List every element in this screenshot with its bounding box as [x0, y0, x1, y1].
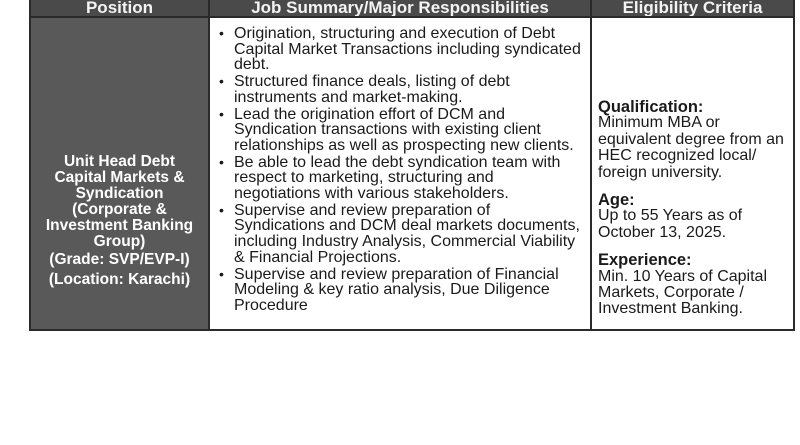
responsibilities-list	[218, 18, 584, 314]
position-title: Unit Head Debt Capital Markets & Syndication (Corporate & Investment Banking Group)	[45, 153, 194, 250]
bullet-icon: •	[219, 265, 224, 282]
responsibility-text: Supervise and review preparation of Syndications and DCM deal markets documents, including Industry Analysis, Commercial Viability & Financial Projections.	[234, 201, 580, 266]
responsibility-text: Origination, structuring and execution of Debt Capital Market Transactions including syndicated debt.	[234, 25, 581, 74]
age-label: Age:	[598, 191, 635, 210]
position-location: (Location: Karachi)	[48, 271, 191, 288]
qualification-label: Qualification:	[598, 98, 704, 116]
responsibility-text: Supervise and review preparation of Financial Modeling & key ratio analysis, Due Diligence Procedure	[234, 265, 559, 314]
responsibilities-cell	[209, 17, 591, 330]
bullet-icon: •	[219, 105, 224, 122]
qualification-text: Minimum MBA or equivalent degree from an HEC recognized local/ foreign university.	[598, 114, 784, 181]
eligibility-cell	[591, 17, 794, 330]
list-item	[218, 107, 584, 154]
bullet-icon: •	[219, 153, 224, 170]
bullet-icon: •	[219, 25, 224, 41]
bullet-icon: •	[219, 73, 224, 90]
experience-text: Min. 10 Years of Capital Markets, Corporate / Investment Banking.	[598, 267, 767, 318]
list-item	[218, 155, 584, 202]
list-item	[218, 267, 584, 314]
position-grade: (Grade: SVP/EVP-I)	[49, 251, 190, 268]
list-item	[218, 74, 584, 105]
list-item	[218, 203, 584, 266]
table-header-row	[30, 0, 794, 17]
header-position: Position	[30, 0, 209, 17]
position-cell	[30, 17, 209, 330]
experience-label: Experience:	[598, 251, 692, 270]
age-text: Up to 55 Years as of October 13, 2025.	[598, 207, 743, 241]
bullet-icon: •	[219, 201, 224, 218]
header-eligibility: Eligibility Criteria	[591, 0, 794, 17]
list-item	[218, 26, 584, 73]
responsibility-text: Structured finance deals, listing of debt instruments and market-making.	[234, 73, 510, 106]
responsibility-text: Be able to lead the debt syndication team with respect to marketing, structuring and negotiations with various stakeholders.	[234, 153, 561, 203]
responsibility-text: Lead the origination effort of DCM and Syndication transactions with existing client relationships as well as prospecting new clients.	[234, 105, 574, 154]
table-row	[30, 17, 794, 330]
header-job-summary: Job Summary/Major Responsibilities	[209, 0, 591, 17]
job-table	[29, 0, 795, 331]
